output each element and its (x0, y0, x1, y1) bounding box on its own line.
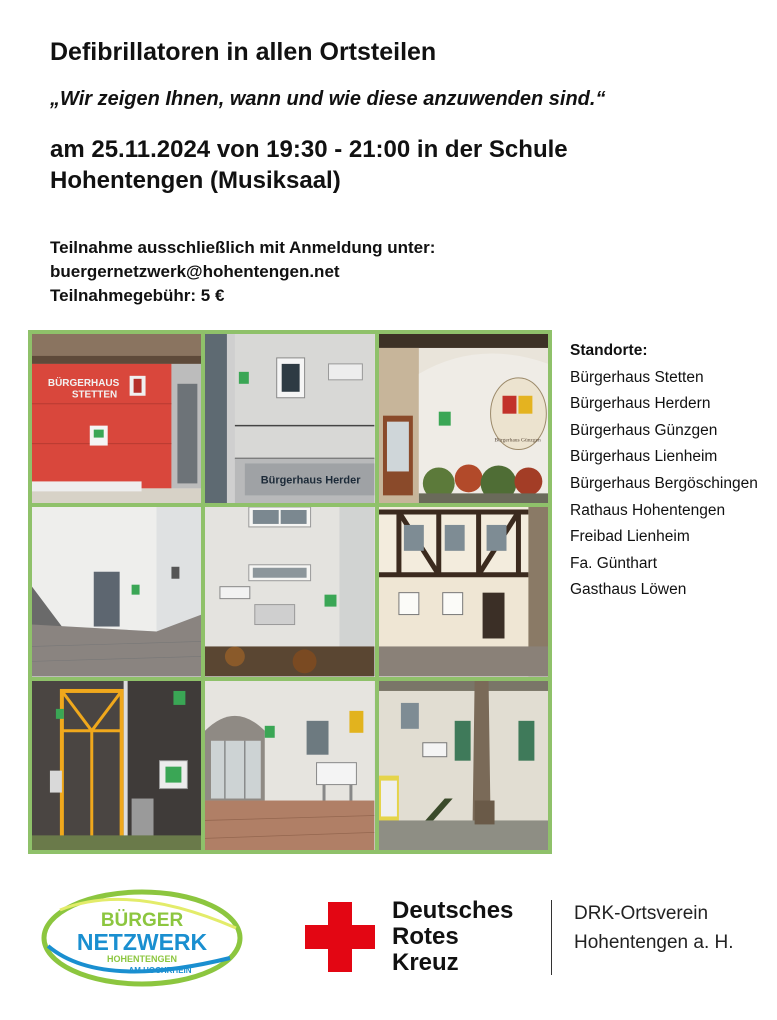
drk-line1: Deutsches (392, 897, 514, 924)
page-title: Defibrillatoren in allen Ortsteilen (50, 38, 437, 66)
drk-ortsverein (574, 899, 734, 957)
photo-freibad-lienheim (32, 681, 201, 850)
herdern-sign: Bürgerhaus Herder (261, 474, 361, 487)
subtitle-quote: „Wir zeigen Ihnen, wann und wie diese anzuwenden sind.“ (50, 88, 606, 110)
event-datetime (50, 134, 730, 196)
drk-line2: Rotes (392, 923, 459, 950)
red-cross-icon (305, 902, 375, 972)
photo-grid (28, 330, 552, 854)
location-item: Bürgerhaus Herdern (570, 395, 711, 413)
guenzgen-sign: Bürgerhaus Günzgen (494, 437, 541, 444)
event-datetime-line1: am 25.11.2024 von 19:30 - 21:00 in der Schule (50, 136, 568, 163)
registration-text: Teilnahme ausschließlich mit Anmeldung unter: (50, 238, 436, 257)
bn-line3: HOHENTENGEN (106, 954, 178, 964)
bn-line2: NETZWERK (76, 929, 208, 955)
drk-line3: Kreuz (392, 949, 459, 976)
drk-name (392, 898, 513, 976)
location-item: Freibad Lienheim (570, 528, 690, 546)
registration-email: buergernetzwerk@hohentengen.net (50, 262, 340, 281)
location-item: Bürgerhaus Günzgen (570, 421, 718, 439)
location-item: Bürgerhaus Lienheim (570, 448, 718, 466)
verein-line2: Hohentengen a. H. (574, 932, 734, 953)
drk-divider (551, 900, 552, 975)
locations-list (570, 338, 758, 604)
bn-line1: BÜRGER (100, 910, 184, 931)
registration-fee: Teilnahmegebühr: 5 € (50, 286, 225, 305)
buergernetzwerk-logo (40, 888, 245, 988)
location-item: Rathaus Hohentengen (570, 501, 726, 519)
verein-line1: DRK-Ortsverein (574, 903, 709, 924)
stetten-sign-line2: STETTEN (71, 389, 118, 401)
photo-rathaus-hohentengen (379, 507, 548, 676)
event-datetime-line2: Hohentengen (Musiksaal) (50, 167, 341, 194)
photo-fa-guenthart (205, 681, 374, 850)
stetten-sign-line1: BÜRGERHAUS (47, 377, 120, 389)
location-item: Bürgerhaus Stetten (570, 368, 704, 386)
bn-line4: AM HOCHRHEIN (128, 966, 192, 975)
location-item: Gasthaus Löwen (570, 581, 687, 599)
photo-buergerhaus-guenzgen (379, 334, 548, 503)
photo-buergerhaus-lienheim (32, 507, 201, 676)
photo-buergerhaus-stetten (32, 334, 201, 503)
location-item: Bürgerhaus Bergöschingen (570, 474, 758, 492)
registration-info (50, 236, 435, 308)
locations-heading: Standorte: (570, 342, 648, 359)
photo-gasthaus-loewen (379, 681, 548, 850)
photo-buergerhaus-bergoeschingen (205, 507, 374, 676)
location-item: Fa. Günthart (570, 554, 658, 572)
photo-buergerhaus-herdern (205, 334, 374, 503)
